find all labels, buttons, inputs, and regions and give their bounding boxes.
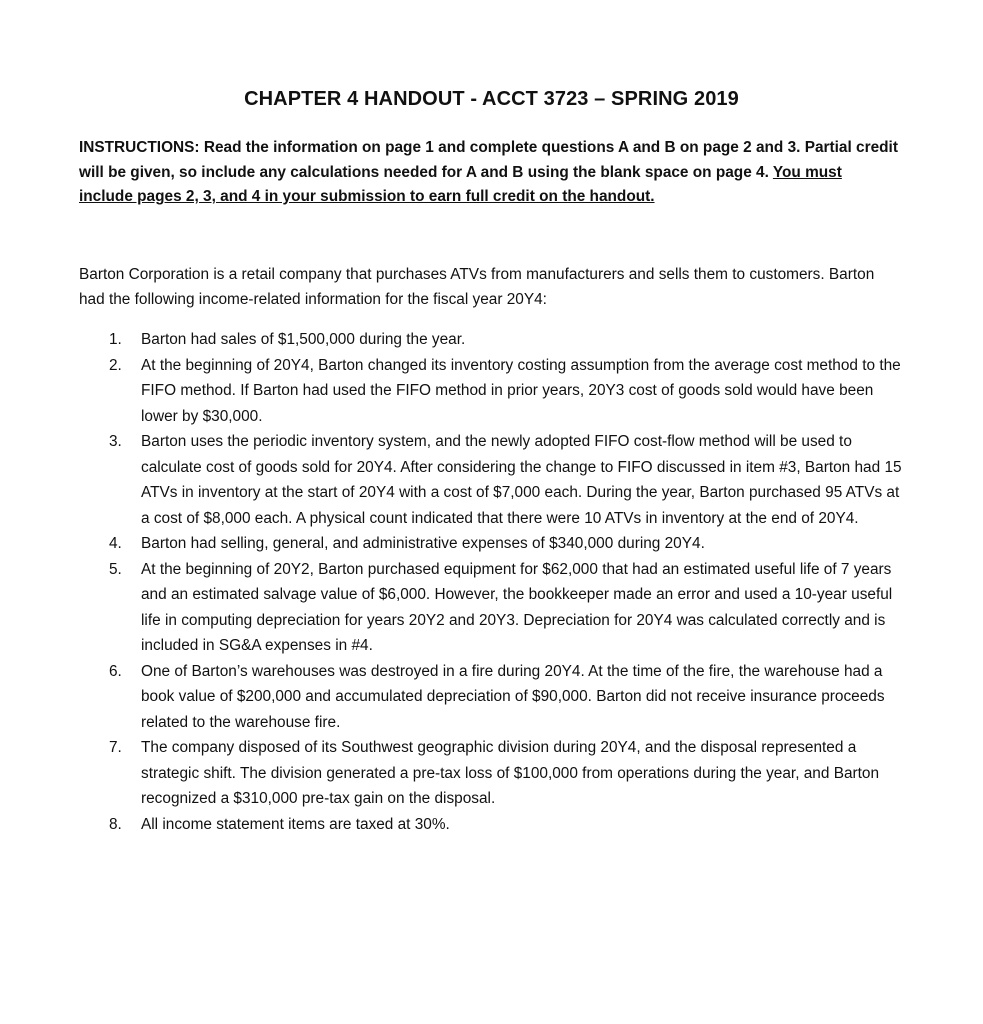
list-item-number: 8. [109, 815, 122, 833]
list-item-text: The company disposed of its Southwest geographic division during 20Y4, and the disposal represented a strategic shift. The division generated a pre-tax loss of $100,000 from operations during the year, and Barton recognized a $310,000 pre-tax gain on the disposal. [141, 739, 880, 807]
list-item-text: One of Barton’s warehouses was destroyed in a fire during 20Y4. At the time of the fire, the warehouse had a book value of $200,000 and accumulated depreciation of $90,000. Barton did not receive insurance proceeds related to the warehouse fire. [141, 662, 885, 731]
list-item [79, 735, 909, 812]
list-item-text: All income statement items are taxed at 30%. [141, 815, 450, 833]
list-item-text: At the beginning of 20Y2, Barton purchased equipment for $62,000 that had an estimated useful life of 7 years and an estimated salvage value of $6,000. However, the bookkeeper made an error and used a 10-year useful life in computing depreciation for years 20Y2 and 20Y3. Depreciation for 20Y4 was calculated correctly and is included in SG&A expenses in #4. [141, 560, 893, 654]
list-item-number: 1. [109, 331, 122, 348]
list-item-number: 2. [109, 356, 122, 374]
list-item [79, 659, 909, 736]
list-item [79, 353, 909, 430]
list-item-text: Barton had selling, general, and administrative expenses of $340,000 during 20Y4. [141, 535, 705, 552]
list-item-text: Barton uses the periodic inventory system, and the newly adopted FIFO cost-flow method will be used to calculate cost of goods sold for 20Y4. After considering the change to FIFO discussed in item #3, Barton had 15 ATVs in inventory at the start of 20Y4 with a cost of $7,000 each. During the year, Barton purchased 95 ATVs at a cost of $8,000 each. A physical count indicated that there were 10 ATVs in inventory at the end of 20Y4. [141, 433, 902, 527]
numbered-list [79, 327, 909, 837]
list-item [79, 429, 909, 531]
instructions-paragraph [79, 136, 899, 210]
list-item-text: At the beginning of 20Y4, Barton changed its inventory costing assumption from the average cost method to the FIFO method. If Barton had used the FIFO method in prior years, 20Y3 cost of goods sold would have been lower by $30,000. [141, 356, 901, 425]
instructions-underlined-requirement: You must include pages 2, 3, and 4 in your submission to earn full credit on the handout. [79, 163, 842, 205]
list-item-number: 4. [109, 535, 122, 552]
list-item-number: 3. [109, 433, 122, 450]
list-item-number: 5. [109, 560, 122, 578]
list-item-number: 7. [109, 739, 122, 756]
instructions-text: INSTRUCTIONS: Read the information on page 1 and complete questions A and B on page 2 and 3. Partial credit will be given, so include any calculations needed for A and B using the blank space on page 4. [79, 139, 898, 181]
list-item [79, 327, 909, 353]
list-item [79, 531, 909, 557]
list-item-text: Barton had sales of $1,500,000 during the year. [141, 331, 466, 348]
list-item [79, 557, 909, 659]
page-title: CHAPTER 4 HANDOUT - ACCT 3723 – SPRING 2019 [244, 88, 739, 110]
list-item [79, 812, 909, 838]
list-item-number: 6. [109, 662, 122, 680]
intro-paragraph: Barton Corporation is a retail company that purchases ATVs from manufacturers and sells them to customers. Barton had the following income-related information for the fiscal year 20Y4: [79, 266, 875, 308]
